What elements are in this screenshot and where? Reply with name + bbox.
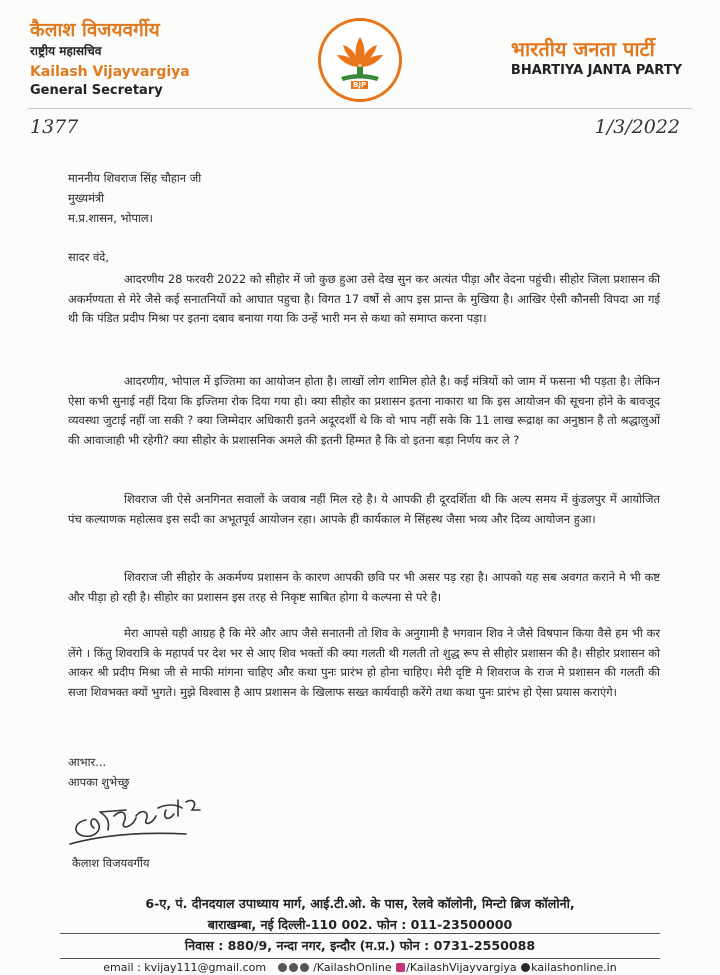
greeting: सादर वंदे, — [68, 250, 109, 264]
recipient-block — [68, 168, 660, 228]
footer-address-line-1: 6-ए, पं. दीनदयाल उपाध्याय मार्ग, आई.टी.ओ. के पास, रेलवे कॉलोनी, मिन्टो ब्रिज कॉलोनी, — [145, 896, 575, 911]
footer-divider-top — [60, 933, 660, 934]
footer-social-handle[interactable]: /KailashOnline — [313, 961, 392, 974]
party-name-english: BHARTIYA JANTA PARTY — [510, 63, 682, 78]
recipient-line-1: माननीय शिवराज सिंह चौहान जी — [68, 171, 202, 185]
body-paragraph-4: शिवराज जी सीहोर के अकर्मण्य प्रशासन के कारण आपकी छवि पर भी असर पड़ रहा है। आपको यह सब अवगत कराने मे भी कष्ट और पीड़ा हो रही है। सीहोर का प्रशासन इस तरह से निकृष्ट साबित होगा ये कल्पना से परे है। — [68, 570, 660, 604]
youtube-icon[interactable] — [300, 963, 309, 972]
signer-name: कैलाश विजयवर्गीय — [72, 856, 150, 870]
sender-name-hindi: कैलाश विजयवर्गीय — [30, 19, 160, 41]
sender-title-hindi: राष्ट्रीय महासचिव — [30, 44, 102, 58]
twitter-icon[interactable] — [289, 963, 298, 972]
footer-instagram-handle[interactable]: /KailashVijayvargiya — [406, 961, 517, 974]
facebook-icon[interactable] — [278, 963, 287, 972]
reference-number: 1377 — [30, 116, 79, 138]
sender-block — [30, 18, 190, 100]
sender-name-english: Kailash Vijayvargiya — [30, 64, 190, 80]
website-icon[interactable] — [521, 963, 530, 972]
party-name-hindi: भारतीय जनता पार्टी — [510, 37, 655, 61]
logo-text: BJP — [353, 81, 367, 89]
closing-thanks: आभार... — [68, 755, 107, 769]
party-block — [511, 36, 682, 80]
footer-divider-bottom — [60, 958, 660, 959]
footer-address — [0, 893, 720, 935]
header-divider — [28, 108, 692, 109]
body-paragraph-3: शिवराज जी ऐसे अनगिनत सवालों के जवाब नहीं मिल रहे है। ये आपकी ही दूरदर्शिता थी कि अल्प समय में कुंडलपुर में आयोजित पंच कल्याणक महोत्सव इस सदी का अभूतपूर्व आयोजन रहा। आपके ही कार्यकाल मे सिंहस्थ जैसा भव्य और दिव्य आयोजन हुआ। — [68, 492, 660, 526]
bjp-lotus-logo — [318, 18, 402, 102]
footer-address-line-2: बाराखम्बा, नई दिल्ली-110 002. फोन : 011-23500000 — [207, 917, 513, 932]
closing-block — [68, 752, 660, 792]
footer-residence: निवास : 880/9, नन्दा नगर, इन्दौर (म.प्र.) फोन : 0731-2550088 — [184, 938, 536, 953]
closing-sign-off: आपका शुभेच्छु — [68, 775, 130, 789]
footer-email[interactable]: email : kvijay111@gmail.com — [103, 961, 267, 974]
handwritten-signature — [66, 790, 236, 852]
body-paragraph-1: आदरणीय 28 फरवरी 2022 को सीहोर में जो कुछ हुआ उसे देख सुन कर अत्यंत पीड़ा और वेदना पहुंची। सीहोर जिला प्रशासन की अकर्मण्यता से मेरे जैसे कई सनातनियों को आघात पहुचा है। विगत 17 वर्षो से आप इस प्रान्त के मुखिया है। आखिर ऐसी कौनसी विपदा आ गई थी कि पंडित प्रदीप मिश्रा पर इतना दबाव बनाया गया कि उन्हें भारी मन से कथा को समाप्त करना पड़ा। — [68, 272, 660, 325]
footer-website[interactable]: kailashonline.in — [531, 961, 617, 974]
body-paragraph-5: मेरा आपसे यही आग्रह है कि मेरे और आप जैसे सनातनी तो शिव के अनुगामी है भगवान शिव ने जैसे विषपान किया वैसे हम भी कर लेंगे । किंतु शिवरात्रि के महापर्व पर देश भर से आए शिव भक्तों की क्या गलती थी गलती तो शुद्ध रूप से सीहोर प्रशासन की है। सीहोर प्रशासन को आकर श्री प्रदीप मिश्रा जी से माफी मांगना चाहिए और कथा पुनः प्रारंभ हो होना चाहिए। मेरी दृष्टि मे शिवराज के राज मे प्रशासन की गलती की सजा शिवभक्त क्यों भुगते। मुझे विश्वास है आप प्रशासन के खिलाफ सख्त कार्यवाही करेंगे तथा कथा पुनः प्रारंभ हो ऐसा प्रयास कराएंगे। — [68, 626, 660, 699]
recipient-line-3: म.प्र.शासन, भोपाल। — [68, 211, 153, 225]
body-paragraph-2: आदरणीय, भोपाल में इज्तिमा का आयोजन होता है। लाखों लोग शामिल होते है। कई मंत्रियों को जाम में फसना भी पड़ता है। लेकिन ऐसा कभी सुनाई नहीं दिया कि इज्तिमा रोक दिया गया हो। क्या सीहोर का प्रशासन इतना नाकारा था कि इस आयोजन की सूचना होने के बावजूद व्यवस्था जुटाई नहीं जा सकी ? क्या जिम्मेदार अधिकारी इतने अदूरदर्शी थे कि वो भाप नहीं सके कि 11 लाख रूद्राक्ष का अनुष्ठान है तो श्रद्धालुओं की आवाजाही भी रहेगी? क्या सीहोर के प्रशासनिक अमले की इतनी हिम्मत है कि वो इतना बड़ा निर्णय कर ले ? — [68, 374, 660, 447]
sender-title-english: General Secretary — [30, 83, 163, 98]
footer-contact-line — [0, 961, 720, 975]
instagram-icon[interactable] — [396, 963, 405, 972]
letter-date: 1/3/2022 — [594, 116, 680, 138]
recipient-line-2: मुख्यमंत्री — [68, 191, 105, 205]
